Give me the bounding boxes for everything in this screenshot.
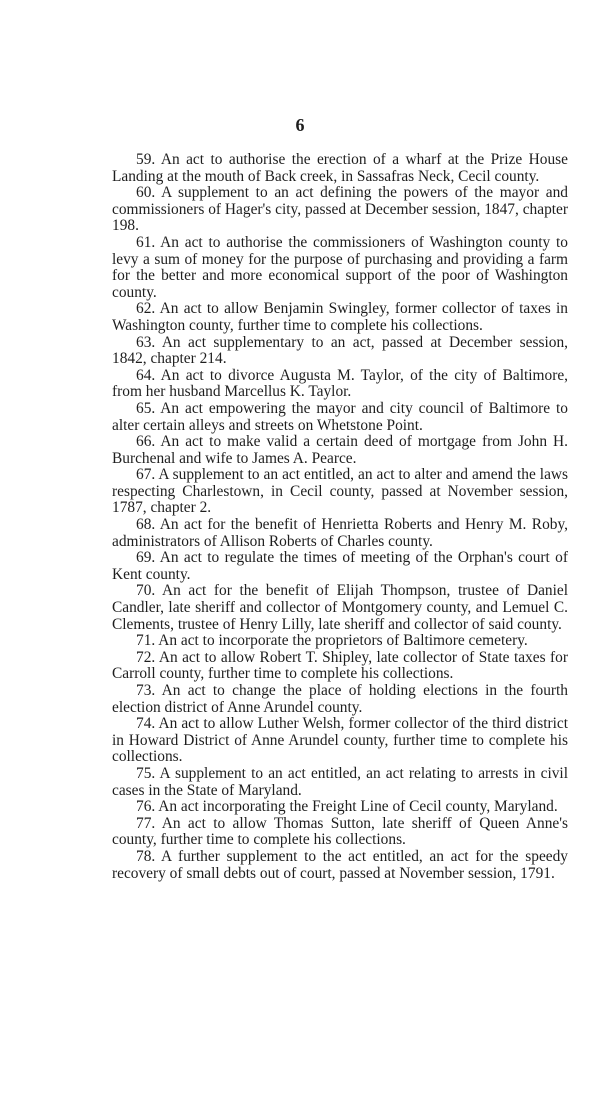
act-entry: 63. An act supplementary to an act, passed at December session, 1842, chapter 214. (112, 333, 568, 368)
act-entry: 59. An act to authorise the erection of a wharf at the Prize House Landing at the mouth of Back creek, in Sassafras Neck, Cecil county. (112, 151, 568, 185)
act-entry: 69. An act to regulate the times of meeting of the Orphan's court of Kent county. (112, 549, 568, 583)
act-entry: 60. A supplement to an act defining the powers of the mayor and commissioners of Hager's city, passed at December session, 1847, chapter 198. (112, 184, 568, 235)
act-entry: 73. An act to change the place of holding elections in the fourth election district of Anne Arundel county. (112, 682, 568, 716)
act-entry: 67. A supplement to an act entitled, an act to alter and amend the laws respecting Charlestown, in Cecil county, passed at November session, 1787, chapter 2. (112, 466, 568, 517)
act-entry: 74. An act to allow Luther Welsh, former collector of the third district in Howard District of Anne Arundel county, further time to complete his collections. (112, 715, 568, 766)
act-entry: 72. An act to allow Robert T. Shipley, late collector of State taxes for Carroll county, further time to complete his collections. (112, 648, 568, 683)
act-entry: 66. An act to make valid a certain deed of mortgage from John H. Burchenal and wife to James A. Pearce. (112, 433, 568, 467)
act-entry: 61. An act to authorise the commissioners of Washington county to levy a sum of money for the purpose of purchasing and providing a farm for the better and more economical support of the poor of Washington county. (112, 233, 568, 301)
act-entry: 68. An act for the benefit of Henrietta Roberts and Henry M. Roby, administrators of Allison Roberts of Charles county. (112, 516, 568, 550)
act-entry: 75. A supplement to an act entitled, an act relating to arrests in civil cases in the State of Maryland. (112, 764, 568, 799)
act-entry: 62. An act to allow Benjamin Swingley, former collector of taxes in Washington county, further time to complete his collections. (112, 300, 568, 334)
act-entry: 70. An act for the benefit of Elijah Thompson, trustee of Daniel Candler, late sheriff and collector of Montgomery county, and Lemuel C. Clements, trustee of Henry Lilly, late sheriff and collector of said county. (112, 582, 568, 633)
act-entry: 65. An act empowering the mayor and city council of Baltimore to alter certain alleys and streets on Whetstone Point. (112, 399, 568, 434)
page-number: 6 (295, 115, 305, 135)
act-entry: 76. An act incorporating the Freight Line of Cecil county, Maryland. (136, 798, 558, 816)
acts-list (112, 152, 568, 882)
act-entry: 71. An act to incorporate the proprietors of Baltimore cemetery. (136, 632, 528, 650)
act-entry: 78. A further supplement to the act entitled, an act for the speedy recovery of small debts out of court, passed at November session, 1791. (112, 847, 568, 882)
act-entry: 77. An act to allow Thomas Sutton, late sheriff of Queen Anne's county, further time to complete his collections. (112, 814, 568, 849)
act-entry: 64. An act to divorce Augusta M. Taylor, of the city of Baltimore, from her husband Marcellus K. Taylor. (112, 366, 568, 401)
